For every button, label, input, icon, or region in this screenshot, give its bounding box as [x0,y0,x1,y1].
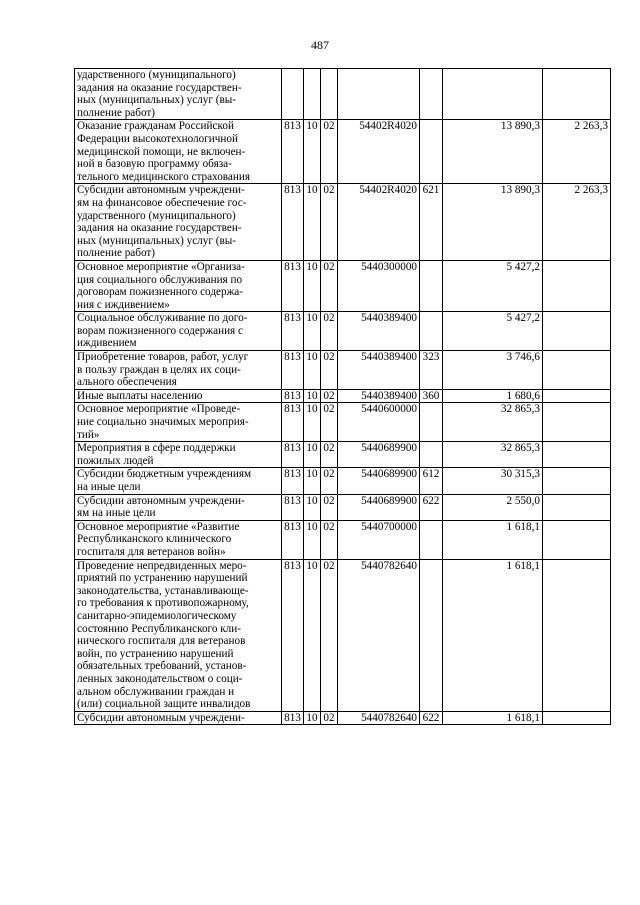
cell-vr [420,559,443,711]
cell-gr: 813 [282,184,304,261]
cell-sum-1: 1 680,6 [443,389,543,403]
cell-sum-2 [543,494,611,520]
cell-sum-1: 1 618,1 [443,559,543,711]
cell-name-line: тельного медицинского страхования [77,170,251,183]
cell-name-line: ленных законодательством о соци- [77,672,243,685]
cell-name-line: ального обеспечения [77,376,177,389]
cell-gr: 813 [282,520,304,559]
cell-name [75,520,282,559]
cell-name [75,559,282,711]
cell-sum-1 [443,69,543,120]
cell-name [75,351,282,390]
cell-vr [420,442,443,468]
cell-sum-2 [543,468,611,494]
cell-sum-2 [543,403,611,442]
cell-gr: 813 [282,120,304,184]
cell-pr: 02 [321,120,338,184]
cell-name [75,184,282,261]
cell-sum-2 [543,520,611,559]
cell-name-line: ция социального обслуживания по [77,273,243,286]
cell-sum-1: 32 865,3 [443,442,543,468]
cell-vr [420,520,443,559]
table-row [75,468,611,494]
cell-name-line: ударственного (муниципального) [77,69,236,81]
cell-sum-1: 30 315,3 [443,468,543,494]
cell-name-line: медицинской помощи, не включен- [77,145,246,158]
cell-name [75,403,282,442]
cell-rz: 10 [304,260,321,311]
cell-name-line: задания на оказание государствен- [77,81,242,94]
cell-name-line: ных (муниципальных) услуг (вы- [77,234,236,247]
cell-sum-1: 5 427,2 [443,260,543,311]
cell-gr: 813 [282,442,304,468]
cell-vr [420,260,443,311]
cell-csr: 5440782640 [338,559,420,711]
cell-sum-2: 2 263,3 [543,120,611,184]
cell-csr: 5440700000 [338,520,420,559]
table-row [75,184,611,261]
cell-name [75,468,282,494]
cell-name-line: ям на финансовое обеспечение гос- [77,196,247,209]
table-row [75,351,611,390]
cell-name-line: Субсидии автономным учреждени- [77,184,245,197]
cell-gr: 813 [282,468,304,494]
cell-name-line: альном обслуживании граждан и [77,685,235,698]
cell-sum-2 [543,351,611,390]
cell-gr: 813 [282,351,304,390]
cell-name-line: Основное мероприятие «Развитие [77,520,240,533]
cell-pr: 02 [321,468,338,494]
cell-pr: 02 [321,559,338,711]
cell-sum-2 [543,69,611,120]
cell-sum-2 [543,711,611,725]
table-row [75,69,611,120]
cell-rz: 10 [304,403,321,442]
cell-name-line: тий» [77,428,100,441]
cell-pr: 02 [321,351,338,390]
table-row [75,442,611,468]
cell-sum-2 [543,442,611,468]
cell-name-line: Приобретение товаров, работ, услуг [77,351,249,364]
table-row [75,711,611,725]
cell-name [75,711,282,725]
cell-pr: 02 [321,389,338,403]
cell-rz: 10 [304,120,321,184]
cell-name [75,120,282,184]
cell-name-line: на иные цели [77,481,141,493]
cell-csr: 5440389400 [338,389,420,403]
cell-gr: 813 [282,403,304,442]
cell-name-line: ям на иные цели [77,507,156,520]
cell-rz: 10 [304,520,321,559]
table-row [75,494,611,520]
cell-name-line: Проведение непредвиденных меро- [77,559,247,572]
cell-rz: 10 [304,351,321,390]
cell-rz: 10 [304,711,321,725]
cell-name-line: Основное мероприятие «Организа- [77,260,245,273]
cell-name-line: Субсидии бюджетным учреждениям [77,468,252,481]
cell-vr [420,69,443,120]
cell-name [75,494,282,520]
cell-name-line: в пользу граждан в целях их соци- [77,363,241,376]
cell-vr: 323 [420,351,443,390]
cell-sum-1: 1 618,1 [443,520,543,559]
cell-name [75,69,282,120]
cell-rz: 10 [304,442,321,468]
cell-vr [420,120,443,184]
cell-name-line: ние социально значимых мероприя- [77,416,249,429]
cell-pr: 02 [321,184,338,261]
cell-name-line: (или) социальной защите инвалидов [77,698,251,711]
cell-csr: 54402R4020 [338,184,420,261]
cell-vr: 622 [420,711,443,725]
table-row [75,389,611,403]
cell-vr [420,312,443,351]
cell-sum-1: 5 427,2 [443,312,543,351]
cell-csr: 5440782640 [338,711,420,725]
cell-csr: 5440689900 [338,494,420,520]
cell-rz: 10 [304,312,321,351]
cell-csr: 5440389400 [338,312,420,351]
cell-name-line: задания на оказание государствен- [77,222,242,235]
cell-sum-2 [543,312,611,351]
cell-pr: 02 [321,403,338,442]
cell-rz: 10 [304,468,321,494]
cell-name-line: Социальное обслуживание по дого- [77,312,248,325]
table-row [75,260,611,311]
cell-name-line: войн, по устранению нарушений [77,647,234,660]
cell-name-line: Иные выплаты населению [77,389,203,402]
cell-name-line: ударственного (муниципального) [77,209,236,222]
table-row [75,403,611,442]
cell-pr: 02 [321,711,338,725]
cell-sum-1: 13 890,3 [443,184,543,261]
cell-vr: 360 [420,389,443,403]
cell-gr: 813 [282,389,304,403]
cell-name-line: иждивением [77,337,137,350]
cell-csr: 5440600000 [338,403,420,442]
cell-csr: 5440389400 [338,351,420,390]
cell-vr [420,403,443,442]
cell-name-line: состоянию Республиканского кли- [77,622,241,635]
cell-name [75,442,282,468]
cell-pr: 02 [321,260,338,311]
cell-pr: 02 [321,442,338,468]
cell-gr [282,69,304,120]
cell-csr: 5440300000 [338,260,420,311]
cell-pr: 02 [321,312,338,351]
table-row [75,312,611,351]
cell-name-line: Субсидии автономным учреждени- [77,711,245,724]
cell-name-line: законодательства, устанавливающе- [77,584,249,597]
cell-rz: 10 [304,184,321,261]
cell-vr: 621 [420,184,443,261]
table-row [75,120,611,184]
cell-name-line: Субсидии автономным учреждени- [77,494,245,507]
cell-sum-1: 1 618,1 [443,711,543,725]
table-body [75,69,611,725]
cell-rz [304,69,321,120]
cell-csr: 5440689900 [338,468,420,494]
cell-sum-1: 32 865,3 [443,403,543,442]
cell-name-line: ворам пожизненного содержания с [77,324,243,337]
cell-name-line: Мероприятия в сфере поддержки [77,442,236,455]
budget-table [74,68,611,725]
cell-name-line: обязательных требований, установ- [77,660,247,673]
cell-name [75,260,282,311]
cell-name-line: Республиканского клинического [77,533,232,546]
cell-name-line: госпиталя для ветеранов войн» [77,545,226,558]
cell-name-line: приятий по устранению нарушений [77,572,248,585]
cell-sum-2 [543,260,611,311]
cell-pr: 02 [321,494,338,520]
cell-rz: 10 [304,389,321,403]
cell-name-line: полнение работ) [77,247,156,260]
cell-gr: 813 [282,312,304,351]
cell-rz: 10 [304,494,321,520]
cell-sum-2 [543,389,611,403]
cell-sum-2 [543,559,611,711]
cell-name-line: договорам пожизненного содержа- [77,286,243,299]
cell-vr: 622 [420,494,443,520]
cell-gr: 813 [282,494,304,520]
cell-name-line: ной в базовую программу обяза- [77,158,232,171]
cell-csr: 5440689900 [338,442,420,468]
table-row [75,520,611,559]
cell-sum-2: 2 263,3 [543,184,611,261]
cell-pr [321,69,338,120]
cell-name-line: ных (муниципальных) услуг (вы- [77,94,236,107]
cell-name-line: ния с иждивением» [77,298,170,311]
cell-name [75,389,282,403]
cell-gr: 813 [282,260,304,311]
cell-pr: 02 [321,520,338,559]
cell-name-line: го требования к противопожарному, [77,597,249,610]
cell-csr: 54402R4020 [338,120,420,184]
cell-sum-1: 3 746,6 [443,351,543,390]
cell-name-line: пожилых людей [77,454,154,467]
cell-gr: 813 [282,711,304,725]
cell-csr [338,69,420,120]
cell-name-line: Оказание гражданам Российской [77,120,234,133]
table-row [75,559,611,711]
cell-rz: 10 [304,559,321,711]
cell-sum-1: 2 550,0 [443,494,543,520]
cell-name [75,312,282,351]
cell-sum-1: 13 890,3 [443,120,543,184]
cell-name-line: полнение работ) [77,106,156,119]
cell-name-line: санитарно-эпидемиологическому [77,609,237,622]
cell-vr: 612 [420,468,443,494]
cell-name-line: нического госпиталя для ветеранов [77,635,246,648]
page-number: 487 [311,38,329,52]
cell-name-line: Основное мероприятие «Проведе- [77,403,241,416]
cell-gr: 813 [282,559,304,711]
cell-name-line: Федерации высокотехнологичной [77,132,238,145]
